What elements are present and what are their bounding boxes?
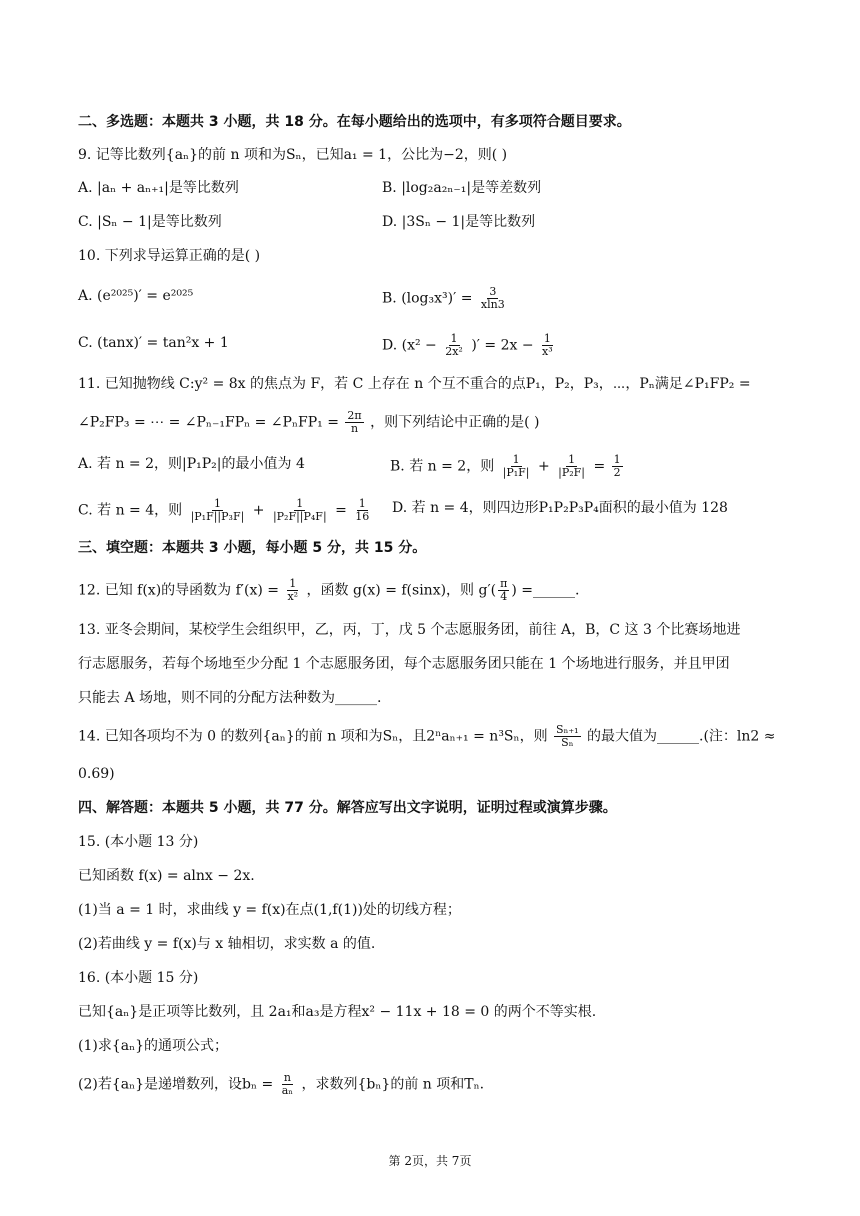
fraction: $\frac{1}{\text{|P₂F|}}$ [558,453,586,479]
q9-option-d: D. |3Sₙ − 1|是等比数列 [382,214,536,230]
fraction: $\frac{1}{\text{|P₁F|}}$ [502,453,530,479]
q16-header: 16. (本小题 15 分) [78,970,199,986]
fraction: $\frac{\pi}{4}$ [500,577,508,603]
q11-option-c: C. 若 n = 4，则 $\frac{1}{\text{|P₁F||P₃F|}}$ + $\frac{1}{\text{|P₂F||P₄F|}}$ = $\frac{1}{16}$ [78,497,370,523]
q16-line2: (1)求{aₙ}的通项公式； [78,1038,229,1054]
page-footer: 第 2页，共 7页 [388,1154,472,1168]
fraction: $\frac{1}{16}$ [355,497,370,523]
q14-line1: 14. 已知各项均不为 0 的数列{aₙ}的前 n 项和为Sₙ，且2ⁿaₙ₊₁ = n³Sₙ，则 $\frac{\text{Sₙ₊₁}}{\text{Sₙ}}$ 的最大值为______.(注：ln2 ≈ [78,723,776,749]
q9-option-a: A. |aₙ + aₙ₊₁|是等比数列 [78,180,239,196]
section-multiple-choice-heading: 二、多选题：本题共 3 小题，共 18 分。在每小题给出的选项中，有多项符合题目要求。 [78,114,631,130]
q10-option-c: C. (tanx)′ = tan²x + 1 [78,335,229,351]
q15-header: 15. (本小题 13 分) [78,834,199,850]
fraction: $\frac{2\pi}{n}$ [347,409,362,435]
fraction: $\frac{n}{\text{aₙ}}$ [281,1071,294,1097]
section-fill-in-heading: 三、填空题：本题共 3 小题，每小题 5 分，共 15 分。 [78,540,427,556]
fraction: $\frac{1}{\text{x³}}$ [542,332,553,358]
q15-line3: (2)若曲线 y = f(x)与 x 轴相切，求实数 a 的值. [78,936,376,952]
q10-stem: 10. 下列求导运算正确的是( ) [78,248,261,264]
q9-stem: 9. 记等比数列{aₙ}的前 n 项和为Sₙ，已知a₁ = 1，公比为−2，则( ) [78,147,508,163]
q10-option-b: B. (log₃x³)′ = $\frac{3}{xln3}$ [382,285,505,311]
q16-line1: 已知{aₙ}是正项等比数列，且 2a₁和a₃是方程x² − 11x + 18 = 0 的两个不等实根. [78,1004,597,1020]
fraction: $\frac{1}{\text{x²}}$ [287,577,299,603]
section-solution-heading: 四、解答题：本题共 5 小题，共 77 分。解答应写出文字说明，证明过程或演算步骤。 [78,800,617,816]
q16-line3: (2)若{aₙ}是递增数列，设bₙ = $\frac{n}{\text{aₙ}}$ ，求数列{bₙ}的前 n 项和Tₙ. [78,1071,485,1097]
fraction: $\frac{1}{2}$ [613,453,621,479]
q11-option-b: B. 若 n = 2，则 $\frac{1}{\text{|P₁F|}}$ + $\frac{1}{\text{|P₂F|}}$ = $\frac{1}{2}$ [390,453,621,479]
fraction: $\frac{3}{xln3}$ [480,285,505,311]
q10-option-a: A. (e²⁰²⁵)′ = e²⁰²⁵ [78,288,194,304]
q14-line2: 0.69) [78,766,115,782]
q11-stem-line2: ∠P₂FP₃ = ⋯ = ∠Pₙ₋₁FPₙ = ∠PₙFP₁ = $\frac{2\pi}{n}$ ，则下列结论中正确的是( ) [78,409,540,435]
q11-option-a: A. 若 n = 2，则|P₁P₂|的最小值为 4 [78,456,305,472]
q11-option-d: D. 若 n = 4，则四边形P₁P₂P₃P₄面积的最小值为 128 [392,500,728,516]
q12-text: 12. 已知 f(x)的导函数为 f′(x) = $\frac{1}{\text{x²}}$ ，函数 g(x) = f(sinx)，则 g′( $\frac{\pi}{4}$ ) =______. [78,577,580,603]
q15-line2: (1)当 a = 1 时，求曲线 y = f(x)在点(1,f(1))处的切线方程； [78,902,461,918]
fraction: $\frac{1}{\text{|P₂F||P₄F|}}$ [272,497,327,523]
q13-line1: 13. 亚冬会期间，某校学生会组织甲，乙，丙，丁，戊 5 个志愿服务团，前往 A，B，C 这 3 个比赛场地进 [78,622,741,638]
q13-line2: 行志愿服务，若每个场地至少分配 1 个志愿服务团，每个志愿服务团只能在 1 个场地进行服务，并且甲团 [78,656,730,672]
q15-line1: 已知函数 f(x) = alnx − 2x. [78,868,255,884]
fraction: $\frac{1}{\text{|P₁F||P₃F|}}$ [190,497,245,523]
fraction: $\frac{\text{Sₙ₊₁}}{\text{Sₙ}}$ [556,723,579,749]
q13-line3: 只能去 A 场地，则不同的分配方法种数为______. [78,690,382,706]
q10-option-d: D. (x² − $\frac{1}{\text{2x²}}$ )′ = 2x − $\frac{1}{\text{x³}}$ [382,332,553,358]
q11-stem-line1: 11. 已知抛物线 C:y² = 8x 的焦点为 F，若 C 上存在 n 个互不重合的点P₁，P₂，P₃，⋯，Pₙ满足∠P₁FP₂ = [78,376,751,392]
fraction: $\frac{1}{\text{2x²}}$ [445,332,463,358]
q9-option-c: C. |Sₙ − 1|是等比数列 [78,214,222,230]
q9-option-b: B. |log₂a₂ₙ₋₁|是等差数列 [382,180,542,196]
